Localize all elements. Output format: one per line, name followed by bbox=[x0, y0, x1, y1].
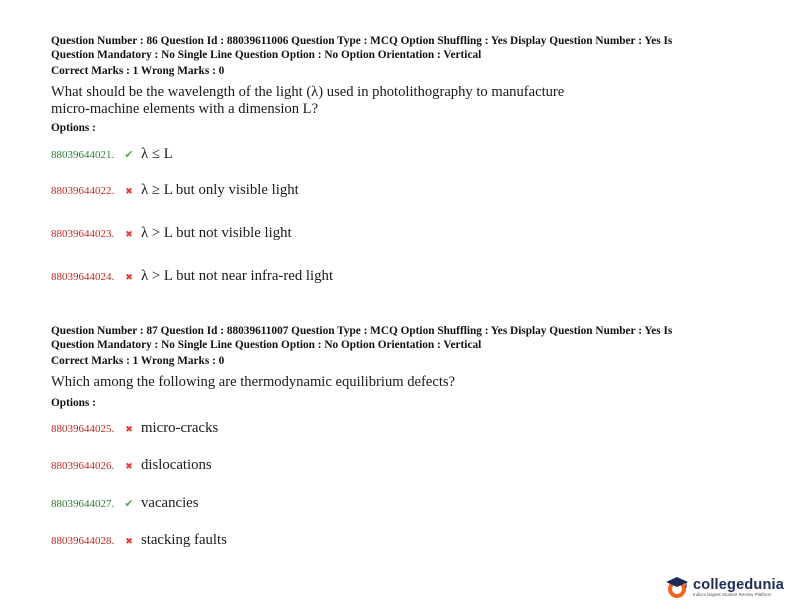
options-label: Options : bbox=[51, 122, 96, 134]
option-text: λ ≥ L but only visible light bbox=[141, 182, 299, 198]
option-id: 88039644027. bbox=[51, 498, 115, 510]
option-row bbox=[51, 457, 212, 474]
question-block-87 bbox=[51, 324, 751, 548]
option-text: λ > L but not visible light bbox=[141, 225, 292, 241]
cross-icon: ✖ bbox=[125, 229, 133, 239]
option-text: stacking faults bbox=[141, 532, 227, 548]
option-row bbox=[51, 182, 299, 199]
question-meta bbox=[51, 34, 751, 78]
question-meta bbox=[51, 324, 751, 368]
option-row bbox=[51, 225, 292, 242]
option-row bbox=[51, 420, 218, 437]
cross-icon: ✖ bbox=[125, 424, 133, 434]
option-text: λ > L but not near infra-red light bbox=[141, 268, 334, 284]
check-icon: ✔ bbox=[124, 498, 134, 510]
collegedunia-logo bbox=[664, 574, 784, 600]
meta-line-2: Question Mandatory : No Single Line Question Option : No Option Orientation : Vertical bbox=[51, 339, 482, 351]
meta-line-1: Question Number : 87 Question Id : 88039611007 Question Type : MCQ Option Shuffling : Yes Display Question Number : Yes Is bbox=[51, 325, 673, 337]
option-row bbox=[51, 495, 199, 512]
option-row bbox=[51, 146, 173, 163]
option-text: micro-cracks bbox=[141, 420, 219, 436]
question-text bbox=[51, 84, 751, 118]
cross-icon: ✖ bbox=[125, 536, 133, 546]
option-id: 88039644023. bbox=[51, 228, 115, 240]
marks-line: Correct Marks : 1 Wrong Marks : 0 bbox=[51, 65, 225, 77]
option-id: 88039644026. bbox=[51, 460, 115, 472]
option-id: 88039644024. bbox=[51, 271, 115, 283]
meta-line-2: Question Mandatory : No Single Line Question Option : No Option Orientation : Vertical bbox=[51, 49, 482, 61]
option-text: vacancies bbox=[141, 495, 199, 511]
logo-brand: collegedunia bbox=[693, 577, 785, 593]
cross-icon: ✖ bbox=[125, 461, 133, 471]
option-id: 88039644022. bbox=[51, 185, 115, 197]
graduation-cap-icon bbox=[664, 574, 690, 600]
option-text: dislocations bbox=[141, 457, 212, 473]
cross-icon: ✖ bbox=[125, 186, 133, 196]
question-text-line-2: micro-machine elements with a dimension L? bbox=[51, 101, 319, 117]
check-icon: ✔ bbox=[124, 149, 134, 161]
options-label: Options : bbox=[51, 397, 96, 409]
meta-line-1: Question Number : 86 Question Id : 88039611006 Question Type : MCQ Option Shuffling : Yes Display Question Number : Yes Is bbox=[51, 35, 673, 47]
option-text: λ ≤ L bbox=[141, 146, 173, 162]
option-id: 88039644028. bbox=[51, 535, 115, 547]
option-row bbox=[51, 268, 333, 285]
option-id: 88039644025. bbox=[51, 423, 115, 435]
option-id: 88039644021. bbox=[51, 149, 115, 161]
question-text-line-1: Which among the following are thermodynamic equilibrium defects? bbox=[51, 374, 456, 390]
question-text bbox=[51, 374, 751, 391]
question-text-line-1: What should be the wavelength of the light (λ) used in photolithography to manufacture bbox=[51, 84, 565, 100]
cross-icon: ✖ bbox=[125, 272, 133, 282]
marks-line: Correct Marks : 1 Wrong Marks : 0 bbox=[51, 355, 225, 367]
option-row bbox=[51, 532, 227, 549]
logo-tagline: India's largest Student Review Platform bbox=[693, 592, 772, 597]
question-block-86 bbox=[51, 34, 751, 284]
